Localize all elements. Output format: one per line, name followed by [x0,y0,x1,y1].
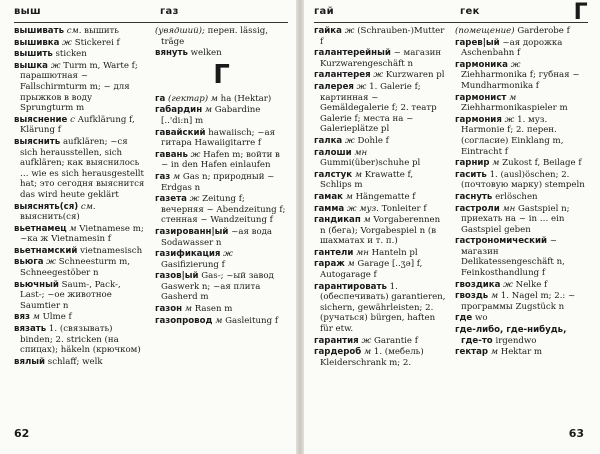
headword: гвоздика [455,279,501,290]
grammar-label: ж [344,26,355,36]
translation: Turm m, Warte f; парашютная ~ Fallschirmturm m; ~ для прыжков в воду Sprungturm m [20,60,138,114]
page-number: 62 [14,427,30,440]
headword: гарев|ый [455,37,500,48]
headword: галоши [314,147,352,158]
dictionary-entry [14,38,147,49]
translation: Zukost f, Beilage f [502,158,582,169]
translation: aufklären; ~ся sich herausstellen, sich aufklären; как выяснилось … wie es sich herausgestellt hat; это сегодня выяснится das wird heute geklärt [20,136,145,200]
translation: 1. Galerie f; картинная ~ Gemäldegalerie f; 2. театр Galerie f; места на ~ Galerieplätze pl [320,81,437,135]
grammar-label: м [490,347,498,358]
headword: где [455,313,473,324]
dictionary-entry [314,282,447,335]
dictionary-entry [455,204,588,236]
grammar-label: ж [356,81,367,92]
headword: галстук [314,169,353,180]
grammar-label: ж [190,149,201,160]
headword: вялый [14,356,46,367]
entry-columns [14,26,288,424]
entry-column-left [14,26,147,424]
dictionary-entry [14,312,147,323]
headword: гармония [455,114,502,125]
headword: вязать [14,324,47,335]
translation: Ulme f [42,312,72,323]
header-rule [314,22,588,23]
translation: Garderobe f [517,26,570,36]
grammar-label: (увядший); [155,26,205,36]
headword: гаснуть [455,191,493,202]
headword: газопровод [155,315,213,326]
dictionary-entry [155,304,288,315]
dictionary-entry [455,280,588,291]
dictionary-entry [155,26,288,47]
book-gutter [296,0,304,454]
headword: гарантия [314,335,359,346]
grammar-label: см. [66,26,82,36]
headword: гастроли [455,203,500,214]
headword: вьетнамский [14,245,78,256]
translation: 1. (обеспечивать) garantieren, sichern, gewährleisten; 2. (ручаться) bürgen, haften für etw. [320,281,446,335]
grammar-label: с [70,114,75,125]
dictionary-entry [314,136,447,147]
dictionary-entry [155,271,288,303]
grammar-label: м [492,158,500,169]
dictionary-entry [155,194,288,226]
right-page [304,0,600,454]
translation: Saum-, Pack-, Last-; ~ое животное Saumtier n [20,279,121,311]
grammar-label: м [364,347,372,358]
headword: галантерея [314,70,371,81]
dictionary-entry [455,60,588,92]
grammar-label: мн [354,147,368,158]
headword: вьючный [14,279,59,290]
headword: газированн|ый [155,226,229,237]
headword: гармоника [455,59,508,70]
headword: гамак [314,191,343,202]
grammar-label: м [32,312,40,323]
headword: гвоздь [455,291,489,302]
headword: вьетнамец [14,223,67,234]
headword: вяз [14,312,30,323]
dictionary-entry [14,115,147,136]
translation: hawaiisch; ~ая гитара Hawaiigitarre f [161,127,276,149]
dictionary-entry [14,49,147,60]
translation: Kurzwaren pl [385,70,445,81]
dictionary-entry [14,246,147,257]
dictionary-entry [14,61,147,114]
headword: газета [155,194,187,205]
dictionary-entry [314,347,447,368]
grammar-label: м [363,215,371,226]
dictionary-entry [314,26,447,47]
entry-column-left [314,26,447,424]
headword: вышивать [14,26,65,36]
translation: Stickerei f [74,37,120,48]
translation: Gastspiel n; приехать на ~ in … ein Gastspiel geben [461,203,570,235]
headword: галка [314,135,343,146]
headword: гарнир [455,158,490,169]
translation: Hektar m [500,347,543,358]
grammar-label: м [204,105,213,116]
dictionary-entry [455,115,588,157]
headword: га [155,93,166,104]
grammar-label: ж [223,249,233,260]
translation: vietnamesisch [80,245,143,256]
headword: выяснение [14,114,68,125]
translation: 1. (связывать) binden; 2. stricken (на спицах); häkeln (крючком) [20,324,141,356]
grammar-label: мн [356,247,369,258]
dictionary-entry [455,291,588,312]
dictionary-entry [455,170,588,191]
dictionary-entry [455,236,588,278]
translation: Gabardine [..'di:n] m [161,105,261,126]
translation: Hanteln pl [371,247,418,258]
dictionary-entry [155,172,288,193]
translation: Gummi(über)schuhe pl [320,158,421,169]
translation: Ziehharmonikaspieler m [461,103,568,114]
translation: Vietnamese m; ~ка ж Vietnamesin f [20,223,144,245]
entry-columns [314,26,588,424]
dictionary-entry [314,259,447,280]
headword: выяснять(ся) [14,201,79,212]
dictionary-entry [455,192,588,203]
translation: Krawatte f, Schlips m [320,169,414,191]
translation: Schneesturm m, Schneegestöber n [20,257,130,279]
dictionary-entry [314,192,447,203]
dictionary-entry [455,347,588,358]
grammar-label: ж [373,70,384,81]
dictionary-entry [14,224,147,245]
translation: Dohle f [357,135,389,146]
grammar-label: ж [510,59,521,70]
translation: Gasleitung f [225,315,278,326]
grammar-label: мн [502,203,516,214]
translation: Gasifizierung f [161,259,225,270]
section-letter: Г [573,0,588,25]
grammar-label: ж [50,60,61,71]
headword: вьюга [14,257,44,268]
dictionary-entry [14,26,147,37]
dictionary-entry [455,26,588,37]
headword: гастрономический [455,236,548,247]
entry-column-right [455,26,588,424]
translation: Zeitung f; вечерняя ~ Abendzeitung f; стенная ~ Wandzeitung f [161,194,286,226]
translation: 1. (мебель) Kleiderschrank m; 2. [320,347,424,368]
translation: sticken [55,49,87,60]
grammar-label: м [184,304,192,315]
grammar-label: ж [504,114,515,125]
grammar-label: м [354,169,362,180]
translation: Rasen m [194,304,233,315]
dictionary-entry [455,325,588,346]
dictionary-entry [155,48,288,59]
grammar-label: см. [80,201,96,212]
running-head-last-word: гек [460,6,480,17]
grammar-label: ж муз. [346,203,379,214]
translation: ha (Hektar) [220,93,272,104]
headword: габардин [155,105,203,116]
headword: газ [155,171,171,182]
running-head-last-word: газ [160,6,179,17]
translation: выяснить(ся) [20,212,80,223]
header-rule [14,22,288,23]
translation: ~ магазин Delikatessengeschäft n, Feinkosthandlung f [461,236,565,279]
headword: газон [155,304,183,315]
translation: ~ая вода Sodawasser n [161,226,273,248]
translation: Gas n; природный ~ Erdgas n [161,171,275,193]
translation: Garantie f [373,335,418,346]
translation: Vorgaberennen n (бега); Vorgabespiel n (в шахматах и т. п.) [320,215,441,247]
headword: гавайский [155,127,206,138]
dictionary-entry [314,170,447,191]
dictionary-entry [314,48,447,69]
dictionary-entry [14,202,147,223]
headword: гараж [314,259,345,270]
dictionary-entry [455,93,588,114]
translation: irgendwo [495,335,537,346]
dictionary-entry [155,128,288,149]
headword: газов|ый [155,271,199,282]
entry-column-right [155,26,288,424]
grammar-label: ж [189,194,200,205]
translation: schlaff; welk [47,356,103,367]
grammar-label: м [490,291,499,302]
dictionary-entry [155,105,288,126]
translation: ~ая дорожка Aschenbahn f [461,37,563,59]
dictionary-entry [314,248,447,259]
grammar-label: ж [361,335,372,346]
headword: гектар [455,347,489,358]
grammar-label: ж [344,135,355,146]
translation: вышить [84,26,119,36]
running-head [14,6,288,22]
dictionary-entry [155,316,288,327]
translation: Garage [..ʒə] f, Autogarage f [320,259,423,281]
headword: гайка [314,26,342,36]
translation: Ziehharmonika f; губная ~ Mundharmonika f [461,70,580,91]
headword: гармонист [455,92,507,103]
translation: ~ магазин Kurzwarengeschäft n [320,48,442,69]
grammar-label: м [509,92,517,103]
headword: вышивка [14,37,60,48]
dictionary-entry [455,158,588,169]
running-head [314,0,588,25]
headword: гамма [314,203,345,214]
headword: вышка [14,60,48,71]
dictionary-entry [14,137,147,201]
grammar-label: м [173,171,181,182]
headword: где-либо, где-нибудь, где-то [455,325,567,346]
dictionary-entry [455,313,588,324]
grammar-label: (помещение) [455,26,515,36]
grammar-label: м [345,191,353,202]
running-head-first-word: гай [314,6,334,17]
dictionary-entry [314,70,447,81]
translation: Tonleiter f [381,203,427,214]
headword: гандикап [314,215,361,226]
grammar-label: м [347,259,355,270]
translation: (Schrauben-)Mutter f [320,26,445,47]
dictionary-entry [14,257,147,278]
translation: erlöschen [495,191,538,202]
headword: выяснить [14,136,61,147]
translation: welken [190,48,222,59]
grammar-label: ж [62,37,72,48]
translation: Hafen m; войти в ~ in den Hafen einlaufen [161,149,280,171]
dictionary-entry [14,357,147,368]
left-page [0,0,296,454]
dictionary-entry [155,94,288,105]
headword: гарантировать [314,281,387,292]
translation: 1. Nagel m; 2.: ~ программы Zugstück n [461,291,576,312]
translation: Hängematte f [355,191,416,202]
translation: Gas-; ~ый завод Gaswerk n; ~ая плита Gasherd m [161,271,274,303]
headword: гасить [455,169,487,180]
translation: 1. (ausl)öschen; 2. (почтовую марку) stempeln [461,169,585,191]
translation: Aufklärung f, Klärung f [20,114,135,136]
grammar-label: ж [46,257,57,268]
dictionary-entry [155,227,288,248]
grammar-label: м [69,223,77,234]
headword: галантерейный [314,48,391,59]
dictionary-entry [314,148,447,169]
headword: гардероб [314,347,362,358]
dictionary-entry [14,324,147,356]
dictionary-entry [314,336,447,347]
grammar-label: (гектар) м [168,93,218,104]
grammar-label: м [215,315,223,326]
running-head-first-word: выш [14,6,41,17]
headword: вянуть [155,48,188,59]
dictionary-entry [155,150,288,171]
dictionary-entry [314,215,447,247]
translation: Nelke f [515,279,548,290]
dictionary-entry [314,82,447,135]
dictionary-entry [14,280,147,312]
dictionary-entry [155,249,288,270]
headword: галерея [314,81,354,92]
dictionary-entry [314,204,447,215]
dictionary-entry [455,38,588,59]
translation: перен. lässig, träge [161,26,268,47]
headword: вышить [14,49,53,60]
headword: гавань [155,149,188,160]
headword: газификация [155,249,221,260]
translation: 1. муз. Harmonie f; 2. перен. (согласие) Einklang m, Eintracht f [461,114,564,157]
page-number: 63 [568,427,584,440]
headword: гантели [314,247,354,258]
grammar-label: ж [503,279,513,290]
section-letter: Г [213,59,230,90]
translation: wo [475,313,488,324]
